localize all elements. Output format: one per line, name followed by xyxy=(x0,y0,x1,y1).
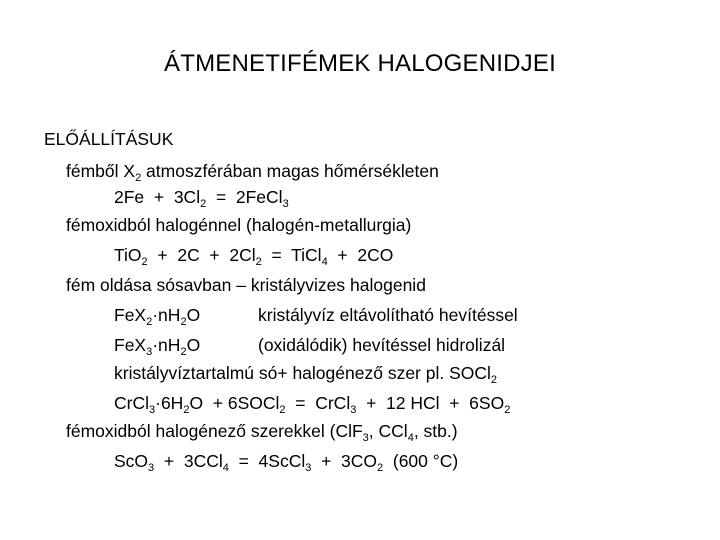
text: = TiCl xyxy=(261,245,322,265)
text: atmoszférában magas hőmérsékleten xyxy=(141,161,439,181)
subscript: 2 xyxy=(279,404,286,416)
text: CrCl xyxy=(114,393,149,413)
subscript: 2 xyxy=(180,316,187,328)
text: = 4ScCl xyxy=(228,451,306,471)
text: + 3CCl xyxy=(154,451,223,471)
subscript: 2 xyxy=(183,404,190,416)
reaction-6 xyxy=(114,392,510,414)
method-1 xyxy=(66,160,439,182)
reaction-4-note: (oxidálódik) hevítéssel hidrolizál xyxy=(258,335,506,355)
text: O xyxy=(186,305,201,325)
subscript: 4 xyxy=(407,432,414,444)
text: + 3CO xyxy=(311,451,378,471)
subscript: 3 xyxy=(148,462,155,474)
subscript: 2 xyxy=(504,404,511,416)
method-4 xyxy=(66,420,458,442)
text: + 12 HCl + 6SO xyxy=(356,393,505,413)
text: ·6H xyxy=(155,393,184,413)
subscript: 2 xyxy=(135,172,142,184)
reaction-3 xyxy=(114,304,200,326)
reaction-2 xyxy=(114,244,393,266)
text: FeX xyxy=(114,335,147,355)
slide-title: ÁTMENETIFÉMEK HALOGENIDJEI xyxy=(164,50,556,77)
subscript: 4 xyxy=(222,462,229,474)
text: , stb.) xyxy=(413,421,458,441)
subscript: 2 xyxy=(200,198,207,210)
text: kristályvíztartalmú só+ halogénező szer pl. SOCl xyxy=(114,363,491,383)
subscript: 3 xyxy=(350,404,357,416)
text: O xyxy=(186,335,201,355)
text: O + 6SOCl xyxy=(189,393,280,413)
reaction-4 xyxy=(114,334,200,356)
text: FeX xyxy=(114,305,147,325)
text: 2Fe + 3Cl xyxy=(114,187,201,207)
subscript: 2 xyxy=(377,462,384,474)
text: , CCl xyxy=(368,421,408,441)
text: ·nH xyxy=(152,335,181,355)
text: TiO xyxy=(114,245,142,265)
subscript: 3 xyxy=(282,198,289,210)
subscript: 4 xyxy=(321,256,328,268)
text: = 2FeCl xyxy=(206,187,283,207)
subscript: 3 xyxy=(305,462,312,474)
reaction-5 xyxy=(114,362,497,384)
subscript: 2 xyxy=(180,346,187,358)
text: fémoxidból halogénező szerekkel (ClF xyxy=(66,421,363,441)
subscript: 3 xyxy=(146,346,153,358)
section-heading: ELŐÁLLÍTÁSUK xyxy=(44,129,174,149)
method-2: fémoxidból halogénnel (halogén-metallurgia) xyxy=(66,215,412,235)
subscript: 2 xyxy=(146,316,153,328)
text: ScO xyxy=(114,451,149,471)
subscript: 3 xyxy=(362,432,369,444)
reaction-3-note: kristályvíz eltávolítható hevítéssel xyxy=(258,305,518,325)
text: = CrCl xyxy=(285,393,351,413)
text: + 2C + 2Cl xyxy=(147,245,256,265)
subscript: 3 xyxy=(149,404,156,416)
text: fémből X xyxy=(66,161,136,181)
subscript: 2 xyxy=(490,374,498,386)
subscript: 2 xyxy=(141,256,148,268)
reaction-7 xyxy=(114,450,458,472)
subscript: 2 xyxy=(255,256,262,268)
text: ·nH xyxy=(152,305,181,325)
text: + 2CO xyxy=(327,245,394,265)
text: (600 °C) xyxy=(383,451,459,471)
method-3: fém oldása sósavban – kristályvizes halogenid xyxy=(66,275,426,295)
reaction-1 xyxy=(114,186,289,208)
